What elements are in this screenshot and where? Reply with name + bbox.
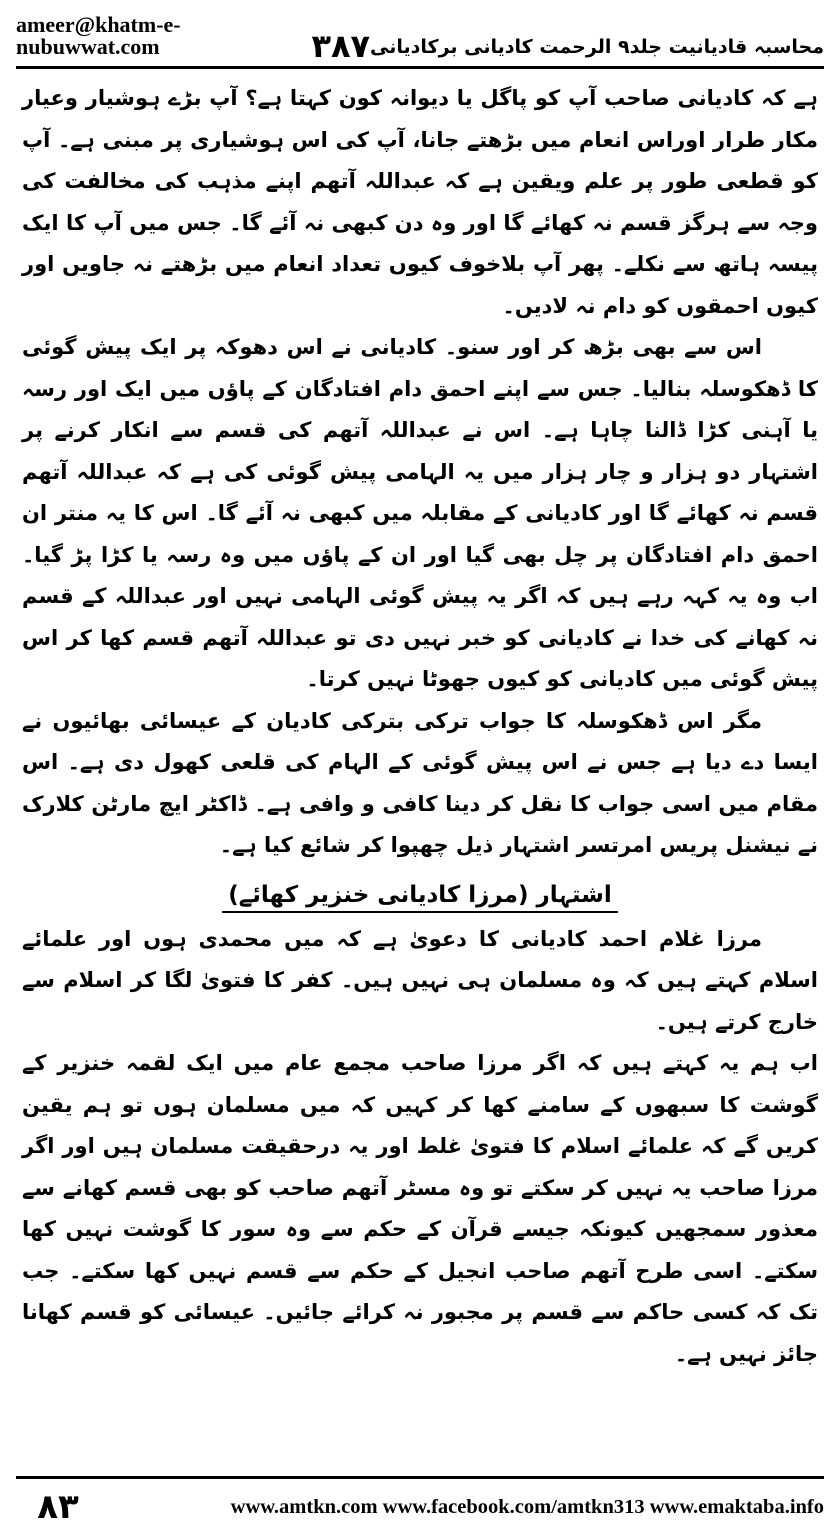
body-paragraph: ہے کہ کادیانی صاحب آپ کو پاگل یا دیوانہ کون کہتا ہے؟ آپ بڑے ہوشیار وعیار مکار طرار اوراس انعام میں بڑھتے جانا، آپ کی اس ہوشیاری پر مبنی ہے۔ آپ کو قطعی طور پر علم ویقین ہے کہ عبداللہ آتھم اپنے مذہب کی مخالفت کی وجہ سے ہرگز قسم نہ کھائے گا اور وہ دن کبھی نہ آئے گا۔ جس میں آپ کا ایک پیسہ ہاتھ سے نکلے۔ پھر آپ بلاخوف کیوں تعداد انعام میں بڑھتے نہ جاویں اور کیوں احمقوں کو دام نہ لادیں۔ [22,86,818,318]
header-email: ameer@khatm-e-nubuwwat.com [16,12,181,59]
page-header [16,14,824,64]
header-divider [16,66,824,69]
body-paragraph: اس سے بھی بڑھ کر اور سنو۔ کادیانی نے اس دھوکہ پر ایک پیش گوئی کا ڈھکوسلہ بنالیا۔ جس سے اپنے احمق دام افتادگان کے پاؤں میں ایک اور رسہ یا آہنی کڑا ڈالنا چاہا ہے۔ اس نے عبداللہ آتھم کی قسم سے انکار کرنے پر اشتہار دو ہزار و چار ہزار میں یہ الہامی پیش گوئی کی ہے کہ عبداللہ آتھم قسم نہ کھائے گا اور کادیانی کے مقابلہ میں کبھی نہ آئے گا۔ اس کا یہ منتر ان احمق دام افتادگان پر چل بھی گیا اور ان کے پاؤں میں وہ رسہ یا کڑا پڑ گیا۔ اب وہ یہ کہہ رہے ہیں کہ اگر یہ پیش گوئی الہامی نہیں اور عبداللہ کے قسم نہ کھانے کی خدا نے کادیانی کو خبر نہیں دی تو عبداللہ آتھم قسم کھا کر اس پیش گوئی میں کادیانی کو کیوں جھوٹا نہیں کرتا۔ [22,335,818,691]
section-heading-text: اشتہار (مرزا کادیانی خنزیر کھائے) [222,882,618,913]
footer-links: www.amtkn.com www.facebook.com/amtkn313 www.emaktaba.info [230,1495,824,1518]
header-page-number: ۳۸۷ [311,27,371,65]
section-heading [22,873,818,917]
footer-divider [16,1476,824,1479]
page-footer [16,1484,824,1530]
body-paragraph: اب ہم یہ کہتے ہیں کہ اگر مرزا صاحب مجمع عام میں ایک لقمہ خنزیر کے گوشت کا سبھوں کے سامنے کھا کر کہیں کہ میں مسلمان ہوں تو ہم یقین کریں گے کہ علمائے اسلام کا فتویٰ غلط اور یہ درحقیقت مسلمان ہیں اور اگر مرزا صاحب یہ نہیں کر سکتے تو وہ مسٹر آتھم صاحب کو بھی قسم کھانے سے معذور سمجھیں کیونکہ جیسے قرآن کے حکم سے وہ سور کا گوشت نہیں کھا سکتے۔ اسی طرح آتھم صاحب انجیل کے حکم سے قسم نہیں کھا سکتے۔ جب تک کہ کسی حاکم سے قسم پر مجبور نہ کرائے جائیں۔ عیسائی کو قسم کھانا جائز نہیں ہے۔ [22,1051,818,1366]
footer-folio: ۸۳ [37,1487,79,1527]
header-book-title: محاسبہ قادیانیت جلد۹ الرحمت کادیانی برکادیانی [370,36,824,58]
body-paragraph: مرزا غلام احمد کادیانی کا دعویٰ ہے کہ میں محمدی ہوں اور علمائے اسلام کہتے ہیں کہ وہ مسلمان ہی نہیں ہیں۔ کفر کا فتویٰ لگا کر اسلام سے خارج کرتے ہیں۔ [22,926,818,1034]
page-body [22,78,818,1470]
body-paragraph: مگر اس ڈھکوسلہ کا جواب ترکی بترکی کادیان کے عیسائی بھائیوں نے ایسا دے دیا ہے جس نے اس پیش گوئی کے الہام کی قلعی کھول دی ہے۔ اس مقام میں اسی جواب کا نقل کر دینا کافی و وافی ہے۔ ڈاکٹر ایچ مارٹن کلارک نے نیشنل پریس امرتسر اشتہار ذیل چھپوا کر شائع کیا ہے۔ [22,708,818,857]
